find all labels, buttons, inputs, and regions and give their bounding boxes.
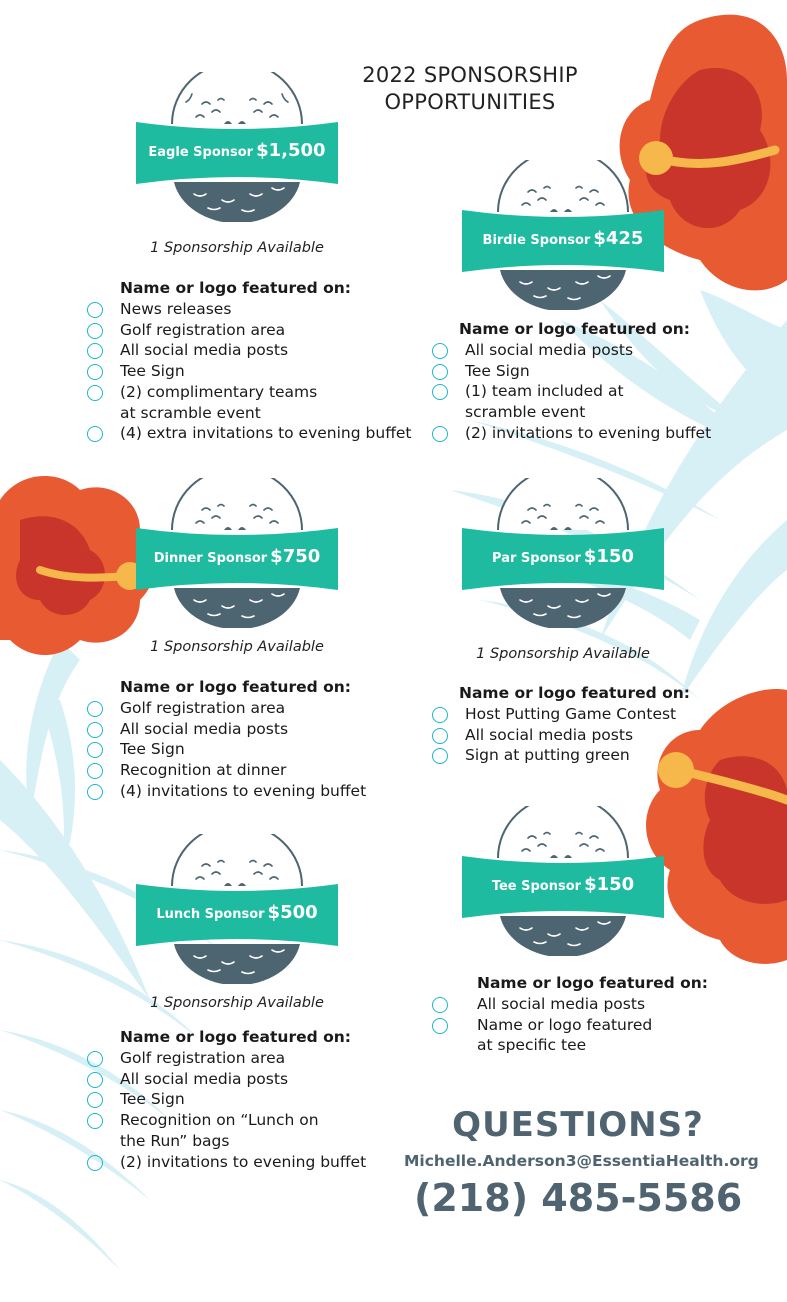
- list-item-text: at scramble event: [120, 403, 261, 422]
- circle-bullet-icon: [432, 748, 448, 764]
- tee-benefit-list: [432, 994, 652, 1056]
- sponsor-name: Tee Sponsor: [491, 879, 582, 894]
- circle-bullet-icon: [87, 385, 103, 401]
- list-item-text: Host Putting Game Contest: [465, 705, 677, 723]
- list-item-text: (1) team included at: [465, 382, 624, 401]
- lunch-sponsor-label: [134, 902, 340, 923]
- list-item-text: (2) invitations to evening buffet: [465, 423, 712, 442]
- list-item: [87, 361, 411, 382]
- tee-feature-heading: Name or logo featured on:: [477, 974, 708, 992]
- circle-bullet-icon: [432, 997, 448, 1013]
- tee-sponsor-label: [460, 874, 666, 895]
- dinner-sponsor-badge: [134, 478, 340, 628]
- circle-bullet-icon: [87, 364, 103, 380]
- list-item-text: at specific tee: [477, 1036, 587, 1055]
- sponsor-name: Birdie Sponsor: [482, 233, 591, 248]
- birdie-sponsor-badge: [460, 160, 666, 310]
- list-item-text: (4) invitations to evening buffet: [120, 781, 367, 800]
- list-item-text: All social media posts: [120, 1069, 289, 1088]
- eagle-availability: 1 Sponsorship Available: [150, 240, 324, 256]
- list-item-text: Tee Sign: [120, 362, 185, 381]
- circle-bullet-icon: [87, 1072, 103, 1088]
- list-item: [87, 1152, 366, 1173]
- questions-heading: QUESTIONS?: [452, 1105, 704, 1145]
- list-item-text: News releases: [120, 300, 232, 318]
- list-item-text: All social media posts: [477, 995, 646, 1013]
- sponsor-name: Lunch Sponsor: [156, 907, 265, 922]
- lunch-benefit-list: [87, 1048, 366, 1172]
- list-item-text: the Run” bags: [120, 1131, 230, 1150]
- list-item: [87, 1048, 366, 1069]
- contact-email[interactable]: Michelle.Anderson3@EssentiaHealth.org: [404, 1152, 759, 1170]
- sponsor-price: $425: [593, 228, 644, 249]
- circle-bullet-icon: [432, 728, 448, 744]
- list-item-text: All social media posts: [465, 725, 634, 744]
- list-item: [87, 423, 411, 444]
- list-item-text: All social media posts: [120, 341, 289, 360]
- par-benefit-list: [432, 704, 676, 766]
- circle-bullet-icon: [87, 426, 103, 442]
- sponsor-price: $1,500: [256, 140, 326, 161]
- circle-bullet-icon: [87, 343, 103, 359]
- lunch-availability: 1 Sponsorship Available: [150, 995, 324, 1011]
- list-item: [87, 760, 366, 781]
- list-item-text: Recognition on “Lunch on: [120, 1111, 319, 1130]
- sponsor-price: $150: [584, 874, 635, 895]
- circle-bullet-icon: [87, 1051, 103, 1067]
- list-item-text: All social media posts: [465, 341, 634, 359]
- circle-bullet-icon: [87, 784, 103, 800]
- list-item-text: Golf registration area: [120, 320, 286, 339]
- birdie-benefit-list: [432, 340, 711, 444]
- list-item: [432, 994, 652, 1015]
- dinner-feature-heading: Name or logo featured on:: [120, 678, 351, 696]
- list-item: [432, 745, 676, 766]
- contact-phone[interactable]: (218) 485-5586: [414, 1176, 743, 1220]
- circle-bullet-icon: [87, 1113, 103, 1129]
- circle-bullet-icon: [432, 1018, 448, 1034]
- list-item: [87, 382, 411, 423]
- list-item: [432, 340, 711, 361]
- circle-bullet-icon: [87, 763, 103, 779]
- sponsor-price: $750: [270, 546, 321, 567]
- page-title: [330, 62, 610, 116]
- circle-bullet-icon: [432, 384, 448, 400]
- eagle-sponsor-badge: [134, 72, 340, 222]
- list-item: [87, 1110, 366, 1151]
- list-item: [432, 423, 711, 444]
- list-item: [432, 361, 711, 382]
- list-item-text: Recognition at dinner: [120, 761, 287, 780]
- list-item-text: (2) complimentary teams: [120, 382, 318, 401]
- list-item: [87, 320, 411, 341]
- eagle-feature-heading: Name or logo featured on:: [120, 279, 351, 297]
- circle-bullet-icon: [87, 1155, 103, 1171]
- list-item-text: Tee Sign: [120, 740, 185, 759]
- par-sponsor-badge: [460, 478, 666, 628]
- list-item-text: All social media posts: [120, 719, 289, 738]
- list-item: [87, 299, 411, 320]
- tee-sponsor-badge: [460, 806, 666, 956]
- circle-bullet-icon: [432, 426, 448, 442]
- list-item: [87, 1089, 366, 1110]
- birdie-sponsor-label: [460, 228, 666, 249]
- lunch-sponsor-badge: [134, 834, 340, 984]
- sponsor-name: Eagle Sponsor: [148, 145, 254, 160]
- list-item-text: Golf registration area: [120, 1049, 286, 1067]
- sponsor-name: Dinner Sponsor: [153, 551, 268, 566]
- list-item: [432, 704, 676, 725]
- par-feature-heading: Name or logo featured on:: [459, 684, 690, 702]
- sponsor-name: Par Sponsor: [492, 551, 581, 566]
- dinner-availability: 1 Sponsorship Available: [150, 639, 324, 655]
- circle-bullet-icon: [432, 707, 448, 723]
- circle-bullet-icon: [87, 722, 103, 738]
- sponsor-price: $150: [583, 546, 634, 567]
- list-item-text: Sign at putting green: [465, 746, 630, 765]
- title-line-2: OPPORTUNITIES: [384, 90, 556, 114]
- title-line-1: 2022 SPONSORSHIP: [362, 63, 578, 87]
- list-item-text: scramble event: [465, 403, 586, 422]
- list-item-text: Tee Sign: [120, 1090, 185, 1109]
- list-item-text: Tee Sign: [465, 361, 530, 380]
- list-item: [87, 739, 366, 760]
- eagle-sponsor-label: [134, 140, 340, 161]
- list-item: [87, 698, 366, 719]
- list-item-text: Name or logo featured: [477, 1015, 653, 1034]
- par-sponsor-label: [460, 546, 666, 567]
- hibiscus-left: [0, 476, 155, 655]
- list-item: [87, 340, 411, 361]
- list-item-text: (4) extra invitations to evening buffet: [120, 424, 412, 443]
- list-item: [432, 725, 676, 746]
- dinner-benefit-list: [87, 698, 366, 802]
- list-item: [432, 1015, 652, 1056]
- lunch-feature-heading: Name or logo featured on:: [120, 1028, 351, 1046]
- list-item: [87, 1069, 366, 1090]
- dinner-sponsor-label: [134, 546, 340, 567]
- list-item-text: Golf registration area: [120, 699, 286, 717]
- list-item: [87, 781, 366, 802]
- list-item: [432, 381, 711, 422]
- circle-bullet-icon: [87, 742, 103, 758]
- circle-bullet-icon: [432, 343, 448, 359]
- list-item: [87, 719, 366, 740]
- birdie-feature-heading: Name or logo featured on:: [459, 320, 690, 338]
- eagle-benefit-list: [87, 299, 411, 444]
- circle-bullet-icon: [432, 364, 448, 380]
- list-item-text: (2) invitations to evening buffet: [120, 1152, 367, 1171]
- par-availability: 1 Sponsorship Available: [476, 646, 650, 662]
- circle-bullet-icon: [87, 302, 103, 318]
- circle-bullet-icon: [87, 323, 103, 339]
- circle-bullet-icon: [87, 701, 103, 717]
- sponsor-price: $500: [267, 902, 318, 923]
- circle-bullet-icon: [87, 1092, 103, 1108]
